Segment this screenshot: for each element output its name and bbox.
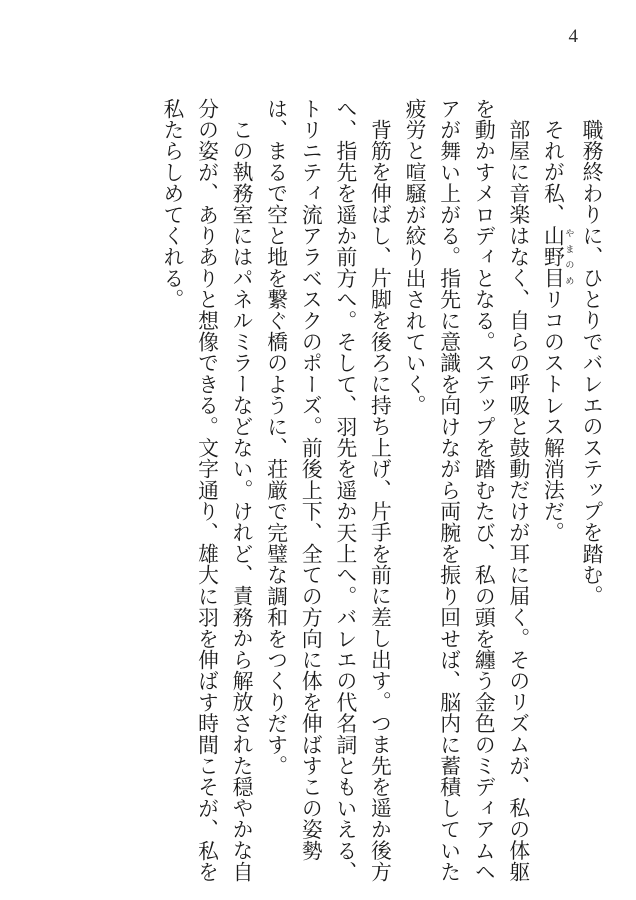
paragraph-2-tail: リコのストレス解消法だ。 [540, 288, 565, 543]
name-ruby-base: 山野目 [540, 224, 565, 289]
paragraph-2-lead: それが私、 [540, 118, 565, 225]
paragraph-2 [535, 98, 574, 888]
name-ruby [540, 224, 574, 289]
paragraph-5: この執務室にはパネルミラーなどない。けれど、責務から解放された穏やかな自分の姿が、ありありと想像できる。文字通り、雄大に羽を伸ばす時間こそが、私を私たらしめてくれる。 [159, 98, 254, 883]
paragraph-3: 部屋に音楽はなく、自らの呼吸と鼓動だけが耳に届く。そのリズムが、私の体躯を動かすメロディとなる。ステップを踏むたび、私の頭を纏う金色のミディアムヘアが舞い上がる。指先に意識を向けながら両腕を振り回せば、脳内に蓄積していた疲労と喧騒が絞り出されていく。 [402, 98, 530, 883]
body-text [118, 98, 608, 888]
paragraph-1: 職務終わりに、ひとりでバレエのステップを踏む。 [579, 118, 603, 607]
name-ruby-reading: やまのめ [563, 224, 574, 289]
paragraph-4: 背筋を伸ばし、片脚を後ろに持ち上げ、片手を前に差し出す。つま先を遥か後方へ、指先を遥か前方へ。そして、羽先を遥か天上へ。バレエの代名詞ともいえる、トリニティ流アラベスクのポーズ。前後上下、全ての方向に体を伸ばすこの姿勢は、まるで空と地を繋ぐ橋のように、荘厳で完璧な調和をつくりだす。 [263, 98, 392, 883]
page-number: 4 [568, 26, 578, 47]
